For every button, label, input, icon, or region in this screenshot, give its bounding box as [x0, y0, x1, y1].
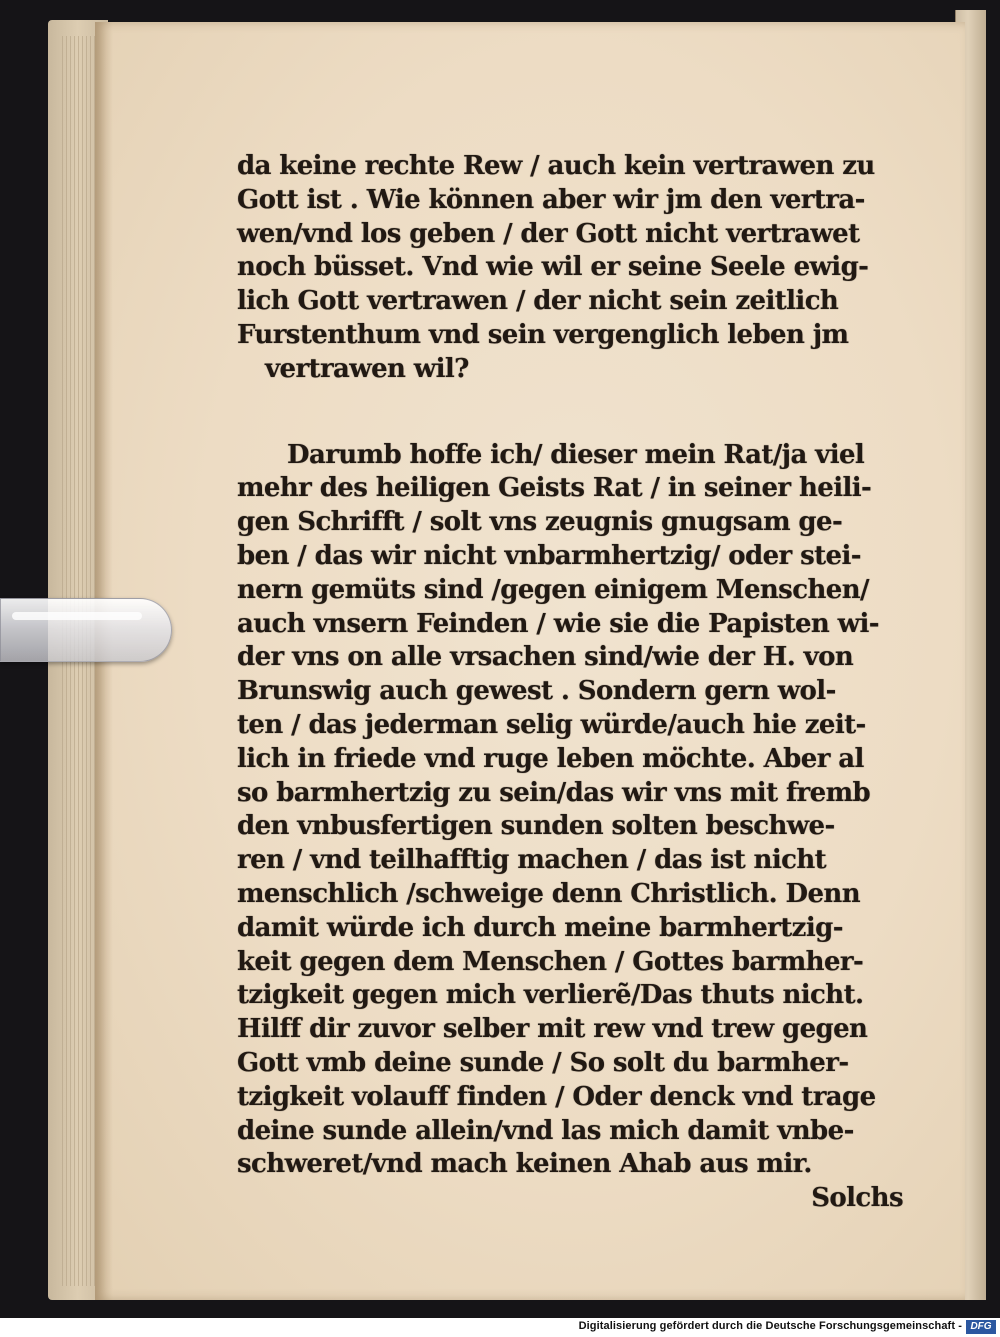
text-line: schweret/vnd mach keinen Ahab aus mir. [237, 1149, 812, 1180]
text-line: noch büsset. Vnd wie wil er seine Seele ewig- [237, 252, 869, 283]
text-line: tzigkeit volauff finden / Oder denck vnd trage [237, 1081, 876, 1112]
text-line: da keine rechte Rew / auch kein vertrawen zu [237, 151, 875, 181]
text-line: damit würde ich durch meine barmhertzig- [237, 912, 843, 943]
text-line: menschlich /schweige denn Christlich. Denn [237, 878, 860, 909]
paragraph-gap [237, 387, 907, 439]
text-line: auch vnsern Feinden / wie sie die Papisten wi- [237, 608, 879, 639]
text-line: gen Schrifft / solt vns zeugnis gnugsam ge- [237, 507, 843, 538]
dfg-logo: DFG [966, 1320, 996, 1334]
page-text [237, 150, 907, 1216]
page-clip [0, 598, 172, 662]
text-line: Hilff dir zuvor selber mit rew vnd trew gegen [237, 1014, 868, 1045]
text-line: Gott vmb deine sunde / So solt du barmher- [237, 1047, 849, 1078]
text-line: Brunswig auch gewest . Sondern gern wol- [237, 676, 836, 707]
text-line: Furstenthum vnd sein vergenglich leben jm [237, 319, 849, 350]
text-line: ren / vnd teilhafftig machen / das ist nicht [237, 845, 827, 876]
text-line: keit gegen dem Menschen / Gottes barmher- [237, 946, 864, 977]
text-line: ten / das jederman selig würde/auch hie zeit- [237, 709, 866, 740]
text-line: mehr des heiligen Geists Rat / in seiner heili- [237, 473, 872, 504]
text-line: Darumb hoffe ich/ dieser mein Rat/ja viel [287, 439, 865, 470]
text-line: lich in friede vnd ruge leben möchte. Aber al [237, 743, 864, 774]
text-line: den vnbusfertigen sunden solten beschwe- [237, 811, 835, 842]
text-line: deine sunde allein/vnd las mich damit vnbe- [237, 1115, 854, 1146]
text-line: nern gemüts sind /gegen einigem Menschen/ [237, 574, 869, 605]
text-line: tzigkeit gegen mich verlierẽ/Das thuts nicht. [237, 980, 864, 1011]
catchword: Solchs [811, 1183, 903, 1214]
text-line: der vns on alle vrsachen sind/wie der H. von [237, 642, 854, 673]
text-line: wen/vnd los geben / der Gott nicht vertrawet [237, 218, 860, 249]
text-line: Gott ist . Wie können aber wir jm den vertra- [237, 184, 865, 215]
footer-bar [0, 1318, 1000, 1337]
text-line: ben / das wir nicht vnbarmhertzig/ oder stei- [237, 540, 861, 571]
text-line: lich Gott vertrawen / der nicht sein zeitlich [237, 286, 839, 317]
text-line: vertrawen wil? [265, 353, 469, 384]
text-line: so barmhertzig zu sein/das wir vns mit fremb [237, 777, 871, 808]
page-clip-highlight [12, 612, 142, 620]
funding-credit: Digitalisierung gefördert durch die Deutsche Forschungsgemeinschaft - [578, 1320, 962, 1332]
